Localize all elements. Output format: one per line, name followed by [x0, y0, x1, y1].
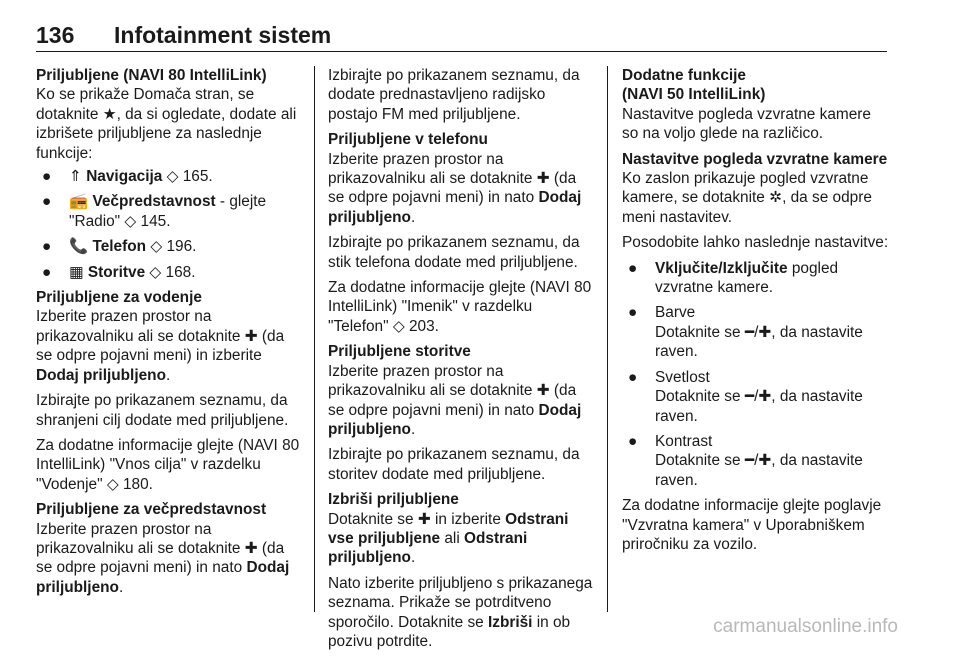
plus-icon: ✚ — [536, 382, 550, 400]
page-ref-icon: ◇ — [149, 263, 162, 281]
paragraph: Za dodatne informacije glejte (NAVI 80 IntelliLink) "Vnos cilja" v razdelku "Vodenje" ◇ 180. — [36, 436, 300, 493]
section-heading: Izbriši priljubljene — [328, 491, 459, 509]
column-1 — [36, 66, 302, 603]
column-2 — [328, 66, 596, 657]
plus-icon: ✚ — [244, 539, 258, 557]
paragraph: Posodobite lahko naslednje nastavitve: — [622, 234, 889, 252]
phone-icon: 📞 — [69, 238, 89, 256]
section-heading: Dodatne funkcije — [622, 67, 746, 84]
page-ref-icon: ◇ — [166, 168, 179, 186]
navigation-arrow-icon: ⇑ — [69, 168, 82, 186]
list-item: ● ⇑ Navigacija ◇ 165. — [42, 168, 213, 186]
page-ref-icon: ◇ — [392, 317, 405, 335]
paragraph: Izbirajte po prikazanem seznamu, da dodate prednastavljeno radijsko postajo FM med priljubljene. — [328, 67, 580, 123]
paragraph: Izbirajte po prikazanem seznamu, da shranjeni cilj dodate med priljubljene. — [36, 392, 289, 429]
paragraph: Nastavitve pogleda vzvratne kamere so na voljo glede na različico. — [622, 105, 871, 143]
plus-icon: ✚ — [536, 170, 550, 188]
section-heading-sub: (NAVI 50 IntelliLink) — [622, 86, 766, 104]
minus-plus-icon: ━/✚ — [744, 452, 772, 470]
paragraph: Za dodatne informacije glejte (NAVI 80 IntelliLink) "Imenik" v razdelku "Telefon" ◇ 203. — [328, 279, 592, 335]
paragraph: Izberite prazen prostor na prikazovalniku ali se dotaknite ✚ (da se odpre pojavni meni) in nato Dodaj priljubljeno. — [36, 520, 290, 596]
section-heading: Nastavitve pogleda vzvratne kamere — [622, 150, 888, 168]
page-ref-icon: ◇ — [150, 238, 163, 256]
list-item: ● 📻 Večpredstavnost - glejte "Radio" ◇ 145. — [42, 193, 267, 230]
page-number: 136 — [36, 22, 75, 48]
list-item: ● Vključite/Izključite pogled vzvratne kamere. — [628, 259, 839, 297]
watermark: carmanualsonline.info — [713, 616, 898, 637]
section-heading: Priljubljene storitve — [328, 343, 471, 361]
star-icon: ★ — [102, 105, 117, 123]
section-heading: Priljubljene v telefonu — [328, 131, 488, 149]
gear-icon: ✲ — [769, 189, 783, 207]
page-ref-icon: ◇ — [124, 212, 137, 230]
paragraph: Nato izberite priljubljeno s prikazanega seznama. Prikaže se potrditveno sporočilo. Dotaknite se Izbriši in ob pozivu potrdite. — [328, 574, 593, 650]
paragraph: Za dodatne informacije glejte poglavje "Vzvratna kamera" v Uporabniškem priročniku za vozilo. — [622, 497, 882, 553]
list-item: ● ▦ Storitve ◇ 168. — [42, 263, 196, 281]
paragraph: Ko zaslon prikazuje pogled vzvratne kamere, se dotaknite ✲, da se odpre meni nastavitev. — [622, 170, 872, 226]
list-item: ● Kontrast Dotaknite se ━/✚, da nastavite raven. — [628, 432, 863, 489]
multimedia-icon: 📻 — [69, 193, 89, 211]
paragraph: Dotaknite se ✚ in izberite Odstrani vse priljubljene ali Odstrani priljubljeno. — [328, 510, 569, 567]
paragraph: Izberite prazen prostor na prikazovalniku ali se dotaknite ✚ (da se odpre pojavni meni) in nato Dodaj priljubljeno. — [328, 150, 582, 226]
paragraph: Izbirajte po prikazanem seznamu, da storitev dodate med priljubljene. — [328, 446, 580, 483]
column-divider-1 — [314, 66, 315, 612]
minus-plus-icon: ━/✚ — [744, 388, 772, 406]
paragraph: Izberite prazen prostor na prikazovalniku ali se dotaknite ✚ (da se odpre pojavni meni) in izberite Dodaj priljubljeno. — [36, 308, 285, 384]
running-title: Infotainment sistem — [114, 22, 332, 48]
list-item: ● Barve Dotaknite se ━/✚, da nastavite raven. — [628, 304, 863, 361]
paragraph: Ko se prikaže Domača stran, se dotaknite ★, da si ogledate, dodate ali izbrišete priljubljene za naslednje funkcije: — [36, 86, 297, 162]
list-item: ● 📞 Telefon ◇ 196. — [42, 238, 197, 256]
minus-plus-icon: ━/✚ — [744, 323, 772, 341]
page-header — [36, 22, 886, 52]
section-heading: Priljubljene (NAVI 80 IntelliLink) — [36, 67, 267, 84]
services-icon: ▦ — [69, 263, 84, 281]
paragraph: Izbirajte po prikazanem seznamu, da stik telefona dodate med priljubljene. — [328, 234, 580, 271]
page-ref-icon: ◇ — [106, 475, 119, 493]
section-heading: Priljubljene za večpredstavnost — [36, 501, 267, 519]
paragraph: Izberite prazen prostor na prikazovalniku ali se dotaknite ✚ (da se odpre pojavni meni) in nato Dodaj priljubljeno. — [328, 362, 582, 438]
plus-icon: ✚ — [417, 510, 431, 528]
header-rule — [36, 51, 887, 52]
list-item: ● Svetlost Dotaknite se ━/✚, da nastavite raven. — [628, 368, 863, 425]
column-3 — [622, 66, 890, 560]
plus-icon: ✚ — [244, 327, 258, 345]
section-heading: Priljubljene za vodenje — [36, 289, 202, 307]
column-divider-2 — [607, 66, 608, 612]
